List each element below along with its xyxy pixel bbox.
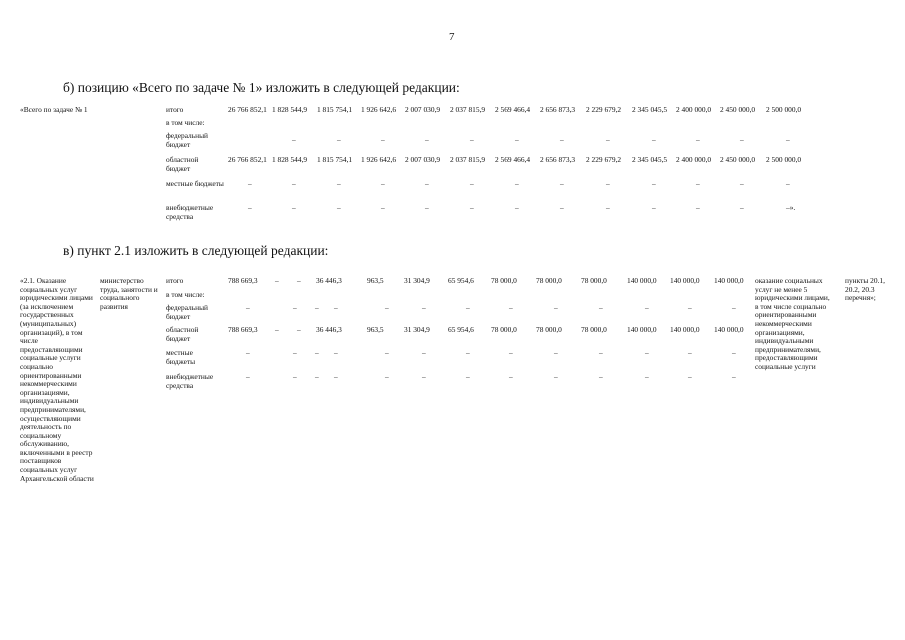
table-cell: – — [554, 348, 558, 357]
table-cell: 1 815 754,1 — [317, 155, 353, 164]
table-cell: – — [509, 303, 513, 312]
table-cell: – — [732, 348, 736, 357]
table-cell: – — [385, 348, 389, 357]
table-cell: 140 000,0 — [714, 325, 744, 334]
table-cell: – — [297, 325, 301, 334]
table-cell: – — [422, 372, 426, 381]
category-label: федеральный бюджет — [166, 131, 208, 149]
table-cell: – — [315, 348, 319, 357]
table-cell: 36 446,3 — [316, 325, 342, 334]
table-cell: – — [466, 303, 470, 312]
table-cell: – — [292, 179, 296, 188]
table-cell: – — [740, 203, 744, 212]
table-cell: – — [509, 372, 513, 381]
table-cell: – — [337, 135, 341, 144]
section-c-description: «2.1. Оказание социальных услуг юридическими лицами (за исключением государственных (муниципальных) организаций), в том числе предоставляющими социальные услуги социально ориентированными некоммерческими организациями, индивидуальными предпринимателями, осуществляющими деятельность по социальному обслуживанию, включенными в реестр поставщиков социальных услуг Архангельской области — [20, 276, 94, 483]
table-cell: 36 446,3 — [316, 276, 342, 285]
table-cell: – — [248, 203, 252, 212]
table-cell: – — [645, 372, 649, 381]
table-cell: 2 569 466,4 — [495, 105, 531, 114]
table-cell: 2 500 000,0 — [766, 155, 802, 164]
table-cell: – — [645, 303, 649, 312]
table-cell: 1 828 544,9 — [272, 105, 308, 114]
category-label: внебюджетные средства — [166, 372, 214, 390]
table-cell: 140 000,0 — [627, 276, 657, 285]
table-cell: – — [315, 303, 319, 312]
category-label: в том числе: — [166, 118, 205, 127]
table-cell: – — [740, 179, 744, 188]
table-cell: – — [560, 135, 564, 144]
table-cell: 2 656 873,3 — [540, 105, 576, 114]
category-label: федеральный бюджет — [166, 303, 208, 321]
table-cell: – — [246, 303, 250, 312]
table-cell: – — [599, 303, 603, 312]
category-label: областной бюджет — [166, 155, 199, 173]
section-c-links: пункты 20.1, 20.2, 20.3 перечня»; — [845, 276, 885, 303]
table-cell: 2 007 030,9 — [405, 155, 441, 164]
table-cell: – — [515, 135, 519, 144]
table-cell: – — [732, 372, 736, 381]
table-cell: – — [425, 203, 429, 212]
table-cell: – — [334, 348, 338, 357]
table-cell: – — [248, 179, 252, 188]
table-cell: – — [688, 348, 692, 357]
table-cell: –». — [786, 203, 796, 212]
table-cell: 2 656 873,3 — [540, 155, 576, 164]
table-cell: – — [297, 276, 301, 285]
table-cell: 2 450 000,0 — [720, 155, 756, 164]
table-cell: – — [786, 179, 790, 188]
table-cell: – — [466, 348, 470, 357]
table-cell: 2 500 000,0 — [766, 105, 802, 114]
table-cell: 2 569 466,4 — [495, 155, 531, 164]
table-cell: – — [315, 372, 319, 381]
table-cell: – — [246, 372, 250, 381]
category-label: местные бюджеты — [166, 348, 196, 366]
table-cell: 963,5 — [367, 276, 384, 285]
table-cell: – — [554, 303, 558, 312]
table-cell: – — [606, 135, 610, 144]
table-cell: – — [599, 372, 603, 381]
table-cell: 788 669,3 — [228, 325, 258, 334]
table-cell: – — [606, 179, 610, 188]
table-cell: 26 766 852,1 — [228, 105, 267, 114]
table-cell: – — [509, 348, 513, 357]
table-cell: – — [696, 135, 700, 144]
table-cell: 140 000,0 — [627, 325, 657, 334]
section-b-heading: б) позицию «Всего по задаче № 1» изложить в следующей редакции: — [63, 80, 460, 95]
category-label: внебюджетные средства — [166, 203, 214, 221]
table-cell: – — [293, 303, 297, 312]
table-cell: 2 229 679,2 — [586, 105, 622, 114]
table-cell: – — [515, 203, 519, 212]
table-cell: – — [560, 203, 564, 212]
table-cell: – — [293, 372, 297, 381]
table-cell: 31 304,9 — [404, 325, 430, 334]
table-cell: 140 000,0 — [670, 325, 700, 334]
table-cell: – — [334, 372, 338, 381]
table-cell: – — [652, 135, 656, 144]
table-cell: 1 828 544,9 — [272, 155, 308, 164]
table-cell: – — [696, 203, 700, 212]
table-cell: – — [740, 135, 744, 144]
table-cell: 1 926 642,6 — [361, 105, 397, 114]
table-cell: 2 007 030,9 — [405, 105, 441, 114]
table-cell: – — [292, 135, 296, 144]
table-cell: – — [422, 348, 426, 357]
table-cell: – — [381, 203, 385, 212]
table-cell: 2 345 045,5 — [632, 105, 668, 114]
table-cell: 2 345 045,5 — [632, 155, 668, 164]
table-cell: – — [470, 179, 474, 188]
table-cell: 78 000,0 — [536, 325, 562, 334]
table-cell: – — [645, 348, 649, 357]
table-cell: – — [385, 303, 389, 312]
table-cell: – — [732, 303, 736, 312]
table-cell: – — [688, 303, 692, 312]
table-cell: – — [275, 325, 279, 334]
table-cell: 2 229 679,2 — [586, 155, 622, 164]
table-cell: – — [293, 348, 297, 357]
table-cell: 78 000,0 — [491, 325, 517, 334]
table-cell: 2 400 000,0 — [676, 155, 712, 164]
table-cell: – — [385, 372, 389, 381]
category-label: местные бюджеты — [166, 179, 224, 188]
category-label: в том числе: — [166, 290, 205, 299]
section-c-executor: министерство труда, занятости и социального развития — [100, 276, 158, 311]
table-cell: – — [470, 203, 474, 212]
table-cell: – — [652, 203, 656, 212]
category-label: итого — [166, 105, 184, 114]
category-label: итого — [166, 276, 184, 285]
table-cell: 65 954,6 — [448, 276, 474, 285]
table-cell: 31 304,9 — [404, 276, 430, 285]
table-cell: – — [606, 203, 610, 212]
table-cell: 140 000,0 — [714, 276, 744, 285]
section-b-row-label: «Всего по задаче № 1 — [20, 105, 88, 114]
table-cell: 78 000,0 — [491, 276, 517, 285]
table-cell: 26 766 852,1 — [228, 155, 267, 164]
table-cell: – — [334, 303, 338, 312]
category-label: областной бюджет — [166, 325, 199, 343]
table-cell: – — [381, 135, 385, 144]
table-cell: 2 037 815,9 — [450, 105, 486, 114]
table-cell: 1 815 754,1 — [317, 105, 353, 114]
table-cell: – — [422, 303, 426, 312]
table-cell: – — [425, 179, 429, 188]
table-cell: – — [425, 135, 429, 144]
table-cell: – — [381, 179, 385, 188]
table-cell: – — [554, 372, 558, 381]
table-cell: 78 000,0 — [581, 276, 607, 285]
section-c-result: оказание социальных услуг не менее 5 юридическими лицами, в том числе социально ориентированными некоммерческими организациями, индивидуальными предпринимателями, предоставляющими социальные услуги — [755, 276, 830, 371]
table-cell: 78 000,0 — [581, 325, 607, 334]
table-cell: 2 037 815,9 — [450, 155, 486, 164]
table-cell: – — [515, 179, 519, 188]
table-cell: 788 669,3 — [228, 276, 258, 285]
table-cell: – — [470, 135, 474, 144]
table-cell: – — [292, 203, 296, 212]
table-cell: 65 954,6 — [448, 325, 474, 334]
table-cell: 140 000,0 — [670, 276, 700, 285]
table-cell: – — [560, 179, 564, 188]
page-number: 7 — [449, 31, 455, 43]
table-cell: – — [599, 348, 603, 357]
section-c-heading: в) пункт 2.1 изложить в следующей редакции: — [63, 243, 329, 258]
table-cell: – — [246, 348, 250, 357]
table-cell: 78 000,0 — [536, 276, 562, 285]
table-cell: – — [688, 372, 692, 381]
table-cell: – — [652, 179, 656, 188]
table-cell: – — [337, 203, 341, 212]
table-cell: – — [275, 276, 279, 285]
table-cell: – — [466, 372, 470, 381]
table-cell: – — [337, 179, 341, 188]
table-cell: 2 400 000,0 — [676, 105, 712, 114]
table-cell: 1 926 642,6 — [361, 155, 397, 164]
table-cell: – — [786, 135, 790, 144]
table-cell: 963,5 — [367, 325, 384, 334]
table-cell: – — [696, 179, 700, 188]
table-cell: 2 450 000,0 — [720, 105, 756, 114]
